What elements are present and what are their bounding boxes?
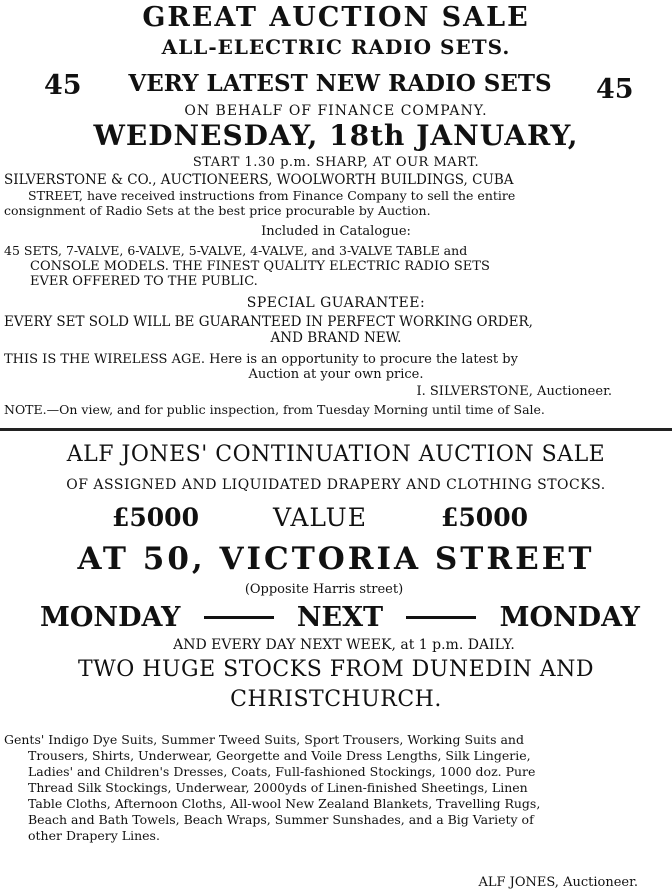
- ad1-note: NOTE.—On view, and for public inspection, from Tuesday Morning until time of Sale.: [4, 402, 545, 417]
- ad1-date: WEDNESDAY, 18th JANUARY,: [93, 119, 579, 152]
- ad1-paragraph-line: SILVERSTONE & CO., AUCTIONEERS, WOOLWORTH BUILDINGS, CUBA: [4, 172, 514, 188]
- ad2-value-row: [112, 505, 528, 530]
- radio-auction-advert: [0, 0, 672, 428]
- ad2-day-right: MONDAY: [499, 602, 640, 633]
- ad1-paragraph-line: consignment of Radio Sets at the best price procurable by Auction.: [4, 203, 431, 218]
- ad2-signature: ALF JONES, Auctioneer.: [478, 875, 638, 890]
- ad2-value-word: VALUE: [273, 503, 367, 532]
- ad1-guarantee-heading: SPECIAL GUARANTEE:: [246, 295, 426, 311]
- ad2-items-line: Thread Silk Stockings, Underwear, 2000yds of Linen-finished Sheetings, Linen: [28, 780, 528, 795]
- ad2-address: AT 50, VICTORIA STREET: [77, 541, 595, 577]
- dash-rule: [204, 616, 274, 619]
- ad1-catalogue-line: EVER OFFERED TO THE PUBLIC.: [30, 274, 258, 289]
- ad2-day-mid: NEXT: [296, 602, 384, 633]
- ad1-count-right: 45: [596, 74, 634, 105]
- ad2-items-line: Table Cloths, Afternoon Cloths, All-wool New Zealand Blankets, Travelling Rugs,: [28, 796, 541, 811]
- ad1-guarantee-line: AND BRAND NEW.: [270, 330, 402, 346]
- ad2-every-day: AND EVERY DAY NEXT WEEK, at 1 p.m. DAILY.: [173, 637, 515, 653]
- ad1-behalf: ON BEHALF OF FINANCE COMPANY.: [184, 103, 488, 119]
- ad2-stocks-line: TWO HUGE STOCKS FROM DUNEDIN AND: [77, 657, 594, 682]
- ad1-catalogue-line: 45 SETS, 7-VALVE, 6-VALVE, 5-VALVE, 4-VALVE, and 3-VALVE TABLE and: [4, 243, 468, 258]
- ad2-value-right: £5000: [441, 503, 528, 532]
- dash-rule: [406, 616, 476, 619]
- ad1-count-left: 45: [44, 70, 82, 101]
- ad2-stocks-line: CHRISTCHURCH.: [230, 687, 442, 712]
- column-divider-rule: [0, 428, 672, 431]
- ad1-guarantee-line: EVERY SET SOLD WILL BE GUARANTEED IN PERFECT WORKING ORDER,: [4, 314, 533, 330]
- ad1-signature: I. SILVERSTONE, Auctioneer.: [416, 384, 612, 399]
- ad2-items-line: Ladies' and Children's Dresses, Coats, Full-fashioned Stockings, 1000 doz. Pure: [28, 764, 536, 779]
- ad2-day-row: [40, 604, 640, 631]
- ad1-catalogue-heading: Included in Catalogue:: [261, 224, 411, 239]
- ad2-value-left: £5000: [112, 503, 199, 532]
- ad1-catalogue-line: CONSOLE MODELS. THE FINEST QUALITY ELECTRIC RADIO SETS: [30, 259, 490, 274]
- ad1-headline: VERY LATEST NEW RADIO SETS: [128, 70, 552, 97]
- ad1-start-time: START 1.30 p.m. SHARP, AT OUR MART.: [192, 155, 480, 170]
- ad2-day-left: MONDAY: [40, 602, 181, 633]
- ad1-wireless-line: THIS IS THE WIRELESS AGE. Here is an opportunity to procure the latest by: [4, 352, 518, 367]
- ad1-wireless-line: Auction at your own price.: [248, 367, 424, 382]
- ad2-items-line: Trousers, Shirts, Underwear, Georgette and Voile Dress Lengths, Silk Lingerie,: [28, 748, 531, 763]
- ad1-title: GREAT AUCTION SALE: [142, 2, 530, 33]
- ad2-opposite: (Opposite Harris street): [244, 582, 404, 597]
- ad2-title: ALF JONES' CONTINUATION AUCTION SALE: [66, 442, 606, 467]
- ad2-subtitle: OF ASSIGNED AND LIQUIDATED DRAPERY AND CLOTHING STOCKS.: [66, 477, 606, 493]
- ad2-items-line: Gents' Indigo Dye Suits, Summer Tweed Suits, Sport Trousers, Working Suits and: [4, 732, 524, 747]
- drapery-auction-advert: [0, 434, 672, 895]
- ad1-paragraph-line: STREET, have received instructions from Finance Company to sell the entire: [28, 188, 516, 203]
- ad2-items-line: Beach and Bath Towels, Beach Wraps, Summer Sunshades, and a Big Variety of: [28, 812, 534, 827]
- ad2-items-line: other Drapery Lines.: [28, 828, 160, 843]
- ad1-subtitle: ALL-ELECTRIC RADIO SETS.: [161, 35, 511, 59]
